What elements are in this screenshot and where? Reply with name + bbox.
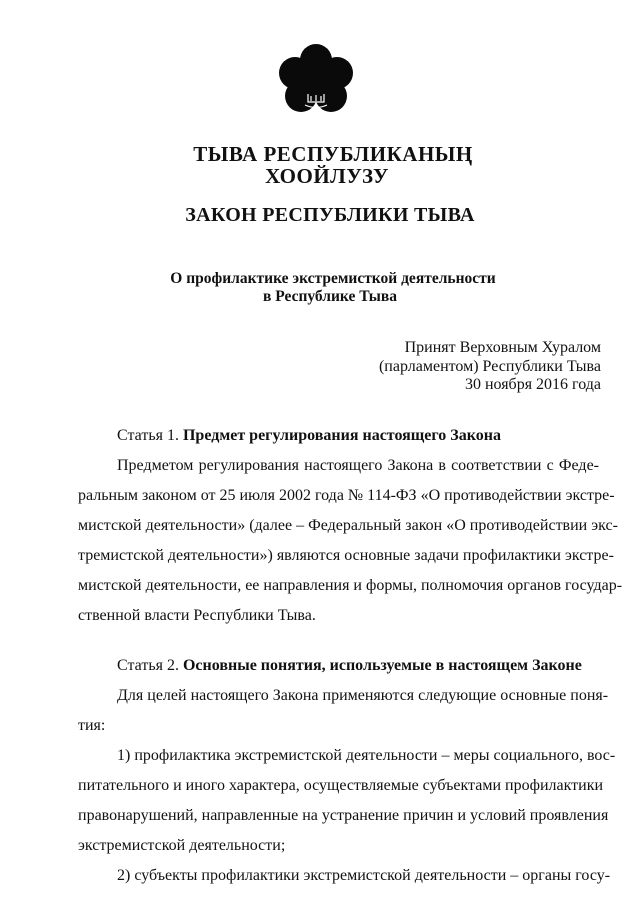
article1-line: тремистской деятельности») являются основные задачи профилактики экстре- [78,547,614,564]
article1-heading [117,427,501,445]
adoption-line2: (парламентом) Республики Тыва [378,358,601,375]
tyva-title-line1: ТЫВА РЕСПУБЛИКАНЫҢ [193,142,473,166]
tyva-emblem-icon [275,40,357,122]
article2-line: экстремистской деятельности; [78,837,286,854]
article2-line: правонарушений, направленные на устранение причин и условий проявления [78,807,609,824]
article2-title: Основные понятия, используемые в настоящем Законе [182,657,582,674]
article1-line: Предметом регулирования настоящего Закона в соответствии с Феде- [117,457,599,474]
article2-prefix: Статья 2. [117,657,183,674]
law-title: ЗАКОН РЕСПУБЛИКИ ТЫВА [185,204,475,226]
article1-prefix: Статья 1. [117,427,183,444]
article1-title: Предмет регулирования настоящего Закона [182,427,501,444]
article1-line: мистской деятельности, ее направления и формы, полномочия органов государ- [78,577,623,594]
article1-line: ственной власти Республики Тыва. [78,607,316,624]
document-title-line1: О профилактике экстремисткой деятельности [170,270,496,287]
article2-heading [117,657,582,675]
document-title-line2: в Республике Тыва [262,288,397,305]
article2-line: тия: [78,717,106,734]
adoption-date: 30 ноября 2016 года [464,376,601,393]
article2-line: 2) субъекты профилактики экстремистской деятельности – органы госу- [117,867,611,884]
adoption-line1: Принят Верховным Хуралом [404,339,601,356]
article2-line: 1) профилактика экстремистской деятельности – меры социального, вос- [117,747,616,764]
tyva-title-line2: ХООЙЛУЗУ [265,164,389,188]
article2-line: питательного и иного характера, осуществляемые субъектами профилактики [78,777,604,794]
article2-line: Для целей настоящего Закона применяются следующие основные поня- [117,687,609,704]
article1-line: мистской деятельности» (далее – Федеральный закон «О противодействии экс- [78,517,618,534]
article1-line: ральным законом от 25 июля 2002 года № 114-ФЗ «О противодействии экстре- [78,487,615,504]
